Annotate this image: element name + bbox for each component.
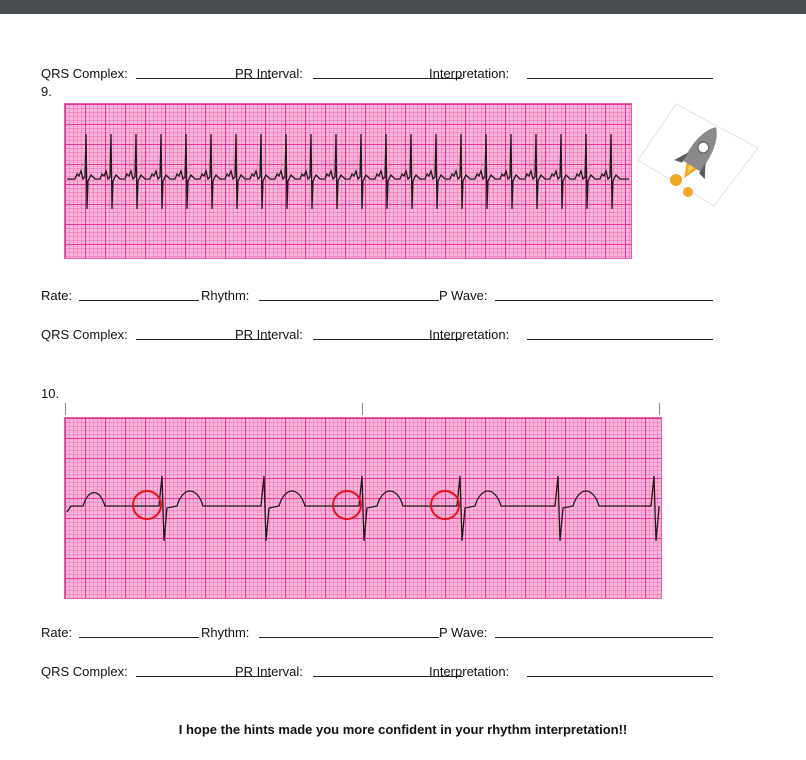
qrs-complex-label: QRS Complex: (41, 66, 128, 81)
rhythm-blank[interactable] (259, 637, 439, 638)
qrs-complex-label: QRS Complex: (41, 664, 128, 679)
circled-p-wave (431, 491, 459, 519)
rhythm-label: Rhythm: (201, 288, 250, 303)
circled-p-wave (333, 491, 361, 519)
p-wave-blank[interactable] (495, 637, 713, 638)
time-marker-tick (65, 403, 66, 415)
field-row-top (41, 66, 721, 82)
rate-label: Rate: (41, 288, 73, 303)
closing-message: I hope the hints made you more confident in your rhythm interpretation!! (178, 722, 628, 737)
rate-blank[interactable] (79, 300, 199, 301)
ecg-waveform-9 (67, 134, 629, 209)
ecg-trace-9 (65, 104, 631, 258)
field-row-9a (41, 288, 721, 304)
field-row-10b (41, 664, 721, 680)
pr-interval-label: PR Interval: (235, 664, 303, 679)
field-row-9b (41, 327, 721, 343)
window-top-bar (0, 0, 806, 14)
p-wave-label: P Wave: (439, 625, 488, 640)
interpretation-blank[interactable] (527, 78, 713, 79)
circled-p-wave (133, 491, 161, 519)
interpretation-label: Interpretation: (429, 664, 510, 679)
rocket-icon (636, 100, 760, 210)
strip-number-9: 9. (41, 84, 52, 99)
ecg-strip-9 (64, 103, 632, 259)
interpretation-blank[interactable] (527, 676, 713, 677)
strip-number-10: 10. (41, 386, 60, 401)
time-marker-tick (659, 403, 660, 415)
rate-label: Rate: (41, 625, 73, 640)
interpretation-label: Interpretation: (429, 327, 510, 342)
rate-blank[interactable] (79, 637, 199, 638)
interpretation-blank[interactable] (527, 339, 713, 340)
pr-interval-label: PR Interval: (235, 327, 303, 342)
p-wave-blank[interactable] (495, 300, 713, 301)
rhythm-blank[interactable] (259, 300, 439, 301)
p-wave-label: P Wave: (439, 288, 488, 303)
field-row-10a (41, 625, 721, 641)
pr-interval-label: PR Interval: (235, 66, 303, 81)
time-marker-tick (362, 403, 363, 415)
qrs-complex-label: QRS Complex: (41, 327, 128, 342)
rhythm-label: Rhythm: (201, 625, 250, 640)
interpretation-label: Interpretation: (429, 66, 510, 81)
ecg-waveform-10 (67, 476, 659, 541)
ecg-trace-10 (65, 418, 661, 598)
ecg-strip-10 (64, 417, 662, 599)
